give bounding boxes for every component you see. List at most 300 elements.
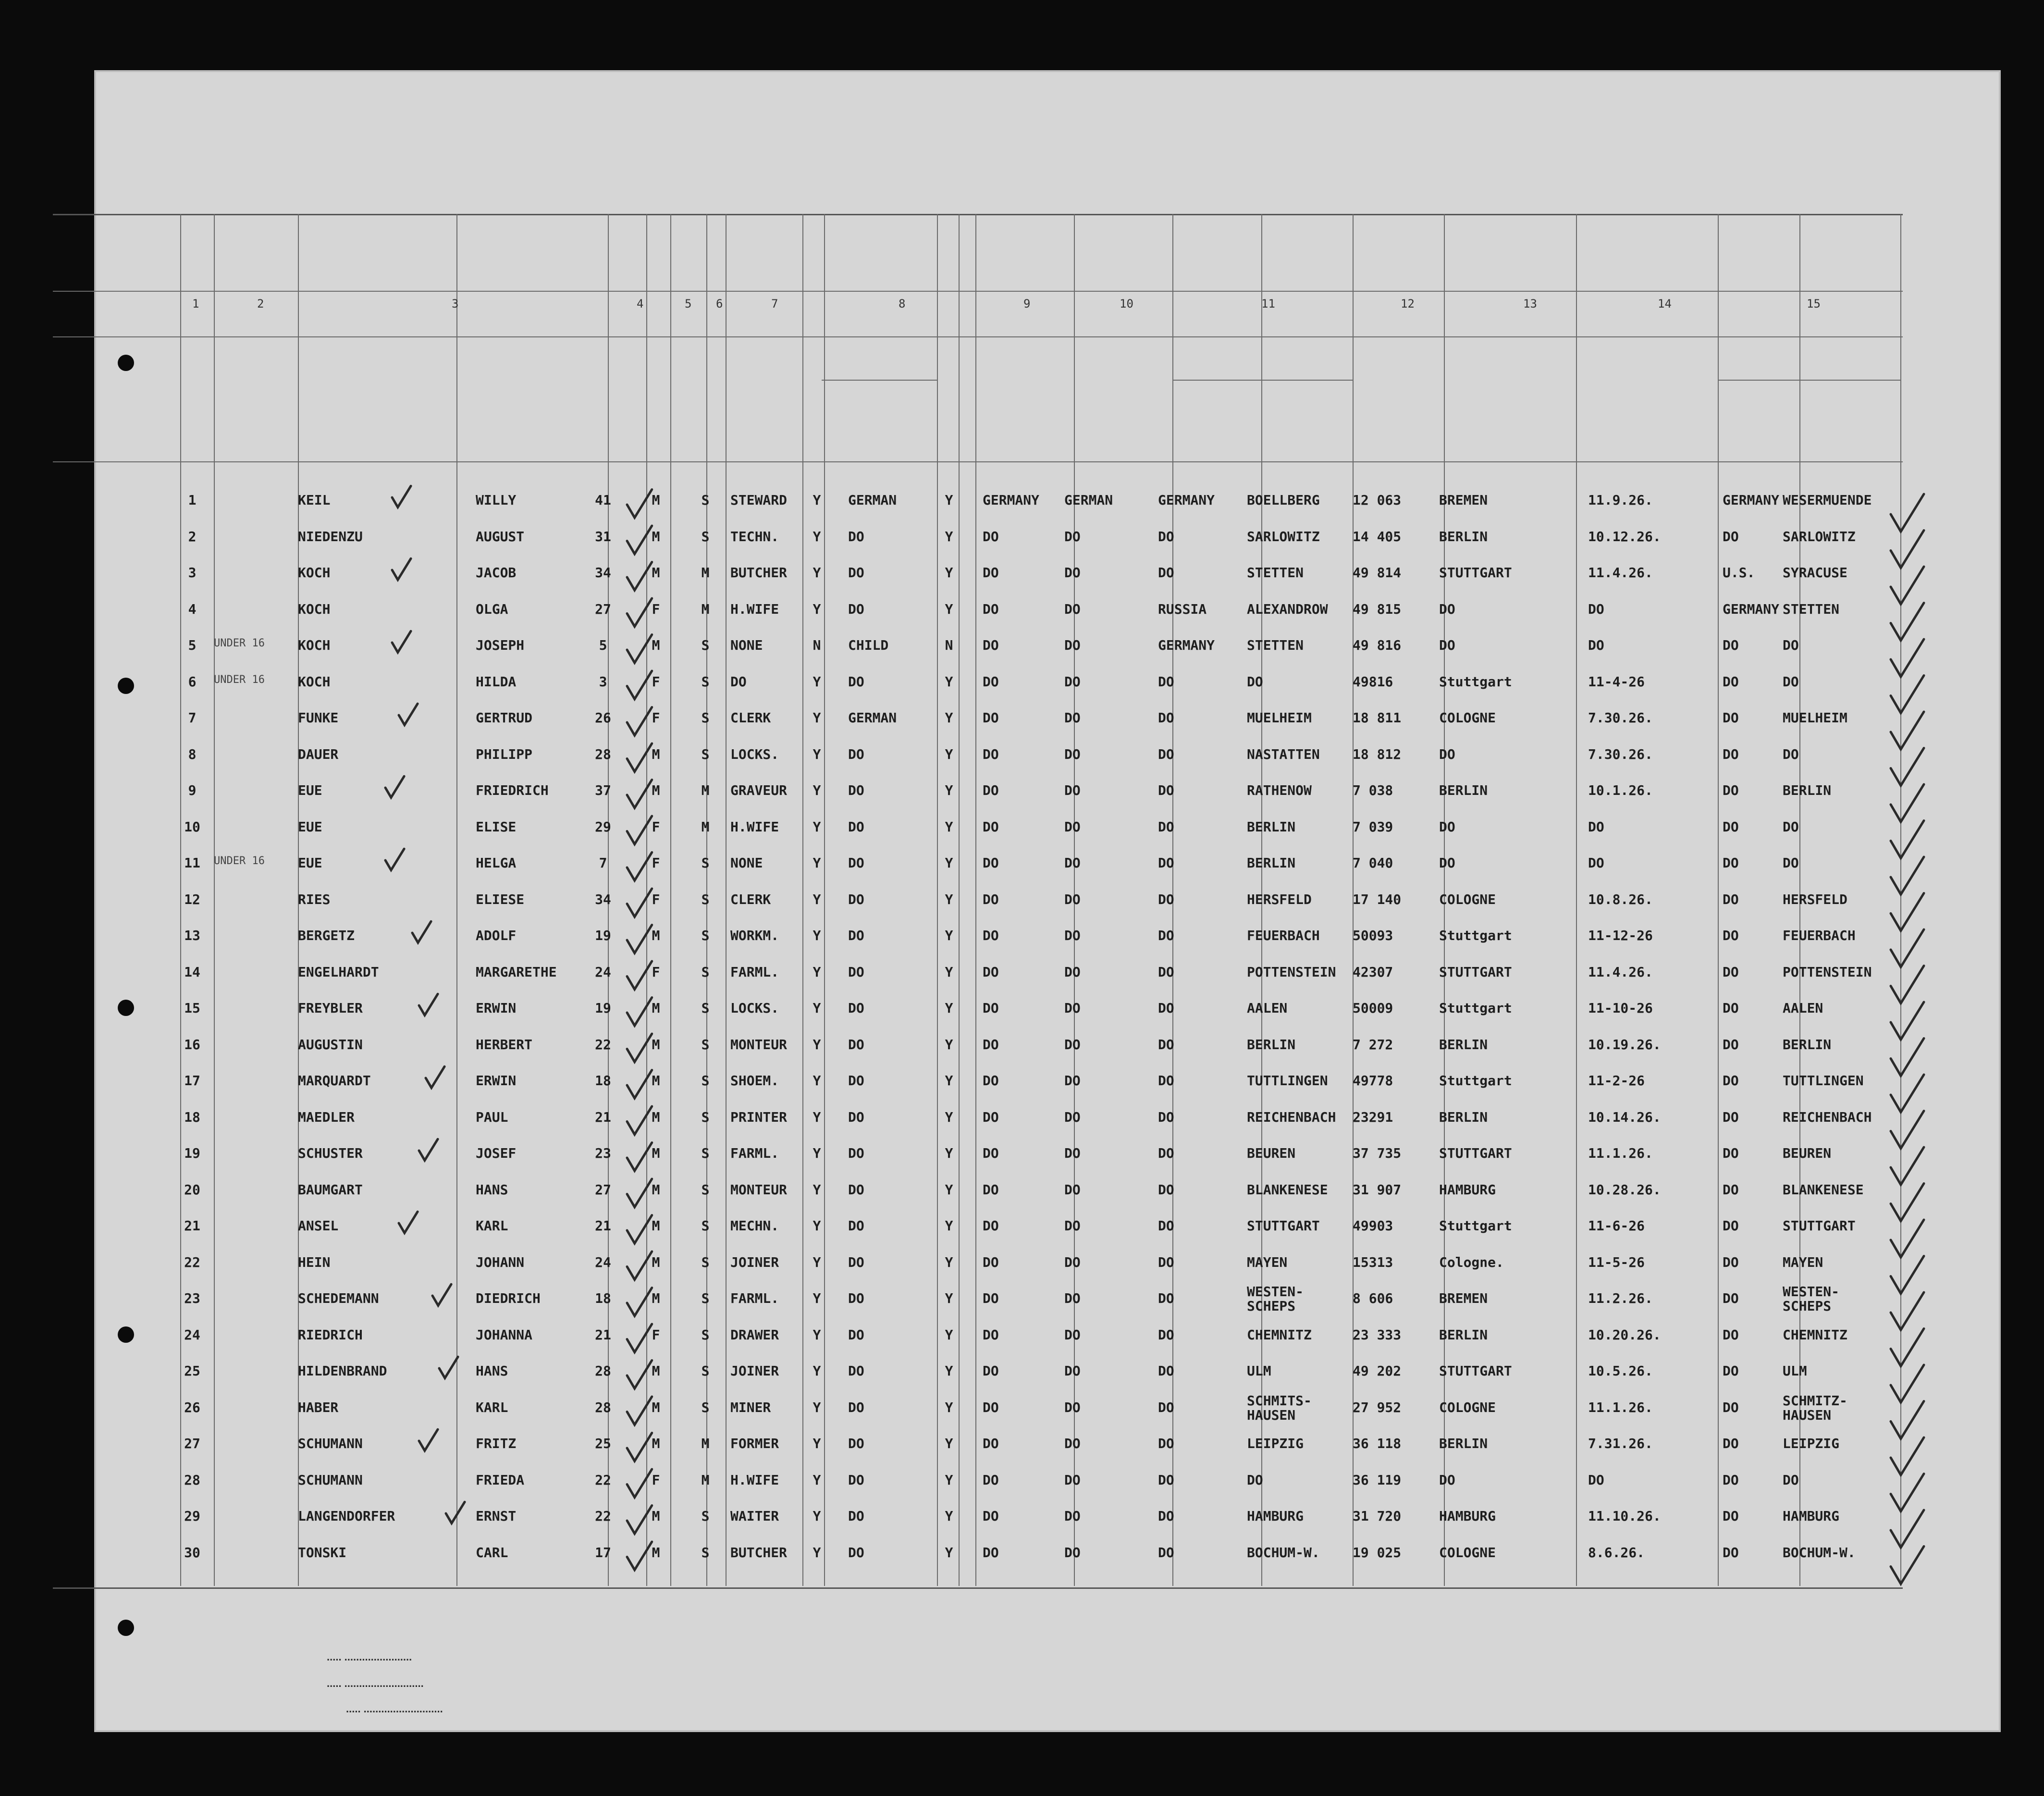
cell-sex: M [652, 1073, 660, 1089]
cell-bcity: WESTEN- SCHEPS [1247, 1284, 1304, 1314]
cell-bcity: ALEXANDROW [1247, 601, 1328, 617]
punch-hole [118, 355, 134, 371]
cell-write: Y [945, 710, 953, 726]
cell-no: 30 [184, 1544, 200, 1561]
cell-sex: M [652, 1254, 660, 1270]
cell-family: HEIN [298, 1254, 331, 1270]
cell-age: 19 [595, 928, 611, 943]
cell-write: Y [945, 1254, 953, 1270]
cell-rcountry: DO [1723, 1218, 1739, 1234]
cell-lang: DO [848, 782, 864, 798]
cell-rcountry: DO [1723, 637, 1739, 653]
cell-bcountry: DO [1158, 928, 1174, 943]
cell-date: 10.5.26. [1588, 1363, 1653, 1379]
cell-bcountry: DO [1158, 1508, 1174, 1524]
cell-bcity: STUTTGART [1247, 1218, 1320, 1234]
name-check-mark [385, 776, 404, 797]
cell-rcity: SCHMITZ- HAUSEN [1783, 1392, 1847, 1423]
cell-nat: DO [983, 1290, 999, 1306]
punch-hole [118, 678, 134, 694]
cell-lang: DO [848, 1472, 864, 1488]
cell-given: DIEDRICH [476, 1290, 541, 1306]
cell-nat: DO [983, 1036, 999, 1053]
residence-check-mark [1891, 1220, 1924, 1257]
cell-read: Y [813, 1145, 821, 1161]
cell-write: Y [945, 818, 953, 835]
cell-no: 8 [188, 746, 197, 762]
cell-issued: DO [1439, 1472, 1455, 1488]
cell-bcity: STETTEN [1247, 637, 1304, 653]
cell-date: 10.12.26. [1588, 528, 1661, 545]
cell-given: ERWIN [476, 1000, 517, 1016]
cell-sex: M [652, 746, 660, 762]
residence-check-mark [1891, 531, 1924, 568]
cell-no: 3 [188, 565, 197, 581]
cell-sex: F [652, 818, 660, 835]
cell-race: DO [1064, 1145, 1081, 1161]
cell-tax: UNDER 16 [214, 855, 265, 867]
cell-nat: DO [983, 673, 999, 690]
cell-date: 11-10-26 [1588, 1000, 1653, 1016]
cell-nat: DO [983, 1436, 999, 1451]
cell-issued: Stuttgart [1439, 1073, 1512, 1089]
cell-visa: 7 040 [1353, 855, 1393, 871]
cell-rcity: BOCHUM-W. [1783, 1544, 1856, 1561]
cell-race: DO [1064, 601, 1081, 617]
cell-sex: M [652, 928, 660, 943]
cell-ms: M [701, 1436, 710, 1451]
cell-rcountry: DO [1723, 673, 1739, 690]
age-check-mark [627, 1397, 652, 1425]
cell-family: FUNKE [298, 710, 339, 726]
cell-date: DO [1588, 855, 1604, 871]
cell-age: 29 [595, 818, 611, 835]
cell-lang: DO [848, 1544, 864, 1561]
age-check-mark [627, 853, 652, 881]
age-check-mark [627, 1324, 652, 1352]
cell-write: Y [945, 782, 953, 798]
cell-date: 11.4.26. [1588, 565, 1653, 581]
cell-rcity: WESERMUENDE [1783, 492, 1872, 508]
cell-nat: DO [983, 710, 999, 726]
residence-check-mark [1891, 1256, 1924, 1294]
cell-sex: M [652, 1181, 660, 1198]
cell-race: DO [1064, 964, 1081, 980]
age-check-mark [627, 925, 652, 954]
cell-issued: COLOGNE [1439, 1544, 1496, 1561]
cell-occ: GRAVEUR [730, 782, 788, 798]
cell-race: DO [1064, 782, 1081, 798]
cell-no: 11 [184, 855, 200, 871]
cell-rcity: DO [1783, 673, 1799, 690]
cell-age: 17 [595, 1544, 611, 1561]
cell-rcountry: DO [1723, 1073, 1739, 1089]
cell-occ: STEWARD [730, 492, 788, 508]
cell-family: BAUMGART [298, 1181, 363, 1198]
cell-write: Y [945, 1508, 953, 1524]
cell-race: DO [1064, 1036, 1081, 1053]
cell-bcountry: GERMANY [1158, 492, 1215, 508]
cell-ms: S [701, 1326, 710, 1343]
cell-read: Y [813, 964, 821, 980]
cell-ms: S [701, 1073, 710, 1089]
cell-issued: BERLIN [1439, 782, 1488, 798]
cell-read: Y [813, 1036, 821, 1053]
cell-lang: DO [848, 1109, 864, 1125]
cell-ms: M [701, 818, 710, 835]
cell-family: TONSKI [298, 1544, 347, 1561]
age-check-mark [627, 816, 652, 844]
cell-visa: 19 025 [1353, 1544, 1402, 1561]
cell-sex: M [652, 1218, 660, 1234]
cell-rcity: ULM [1783, 1363, 1807, 1379]
cell-ms: M [701, 782, 710, 798]
cell-age: 34 [595, 565, 611, 581]
cell-ms: S [701, 964, 710, 980]
cell-issued: DO [1439, 855, 1455, 871]
cell-issued: BERLIN [1439, 1436, 1488, 1451]
cell-no: 2 [188, 528, 197, 545]
cell-rcountry: DO [1723, 710, 1739, 726]
cell-sex: F [652, 710, 660, 726]
cell-read: Y [813, 1073, 821, 1089]
cell-family: FREYBLER [298, 1000, 363, 1016]
cell-ms: S [701, 928, 710, 943]
cell-date: 11-5-26 [1588, 1254, 1645, 1270]
cell-lang: DO [848, 1290, 864, 1306]
cell-lang: DO [848, 891, 864, 907]
cell-rcountry: DO [1723, 1544, 1739, 1561]
cell-visa: 49903 [1353, 1218, 1393, 1234]
cell-lang: CHILD [848, 637, 889, 653]
cell-issued: BREMEN [1439, 492, 1488, 508]
cell-issued: DO [1439, 637, 1455, 653]
cell-given: FRIEDA [476, 1472, 525, 1488]
cell-write: Y [945, 1290, 953, 1306]
cell-occ: JOINER [730, 1254, 779, 1270]
cell-rcity: DO [1783, 855, 1799, 871]
cell-read: Y [813, 710, 821, 726]
cell-no: 6 [188, 673, 197, 690]
cell-lang: GERMAN [848, 492, 897, 508]
cell-occ: MINER [730, 1399, 771, 1415]
cell-race: DO [1064, 1508, 1081, 1524]
column-number: 14 [1658, 297, 1672, 310]
cell-issued: COLOGNE [1439, 710, 1496, 726]
cell-visa: 49 816 [1353, 637, 1402, 653]
cell-rcity: TUTTLINGEN [1783, 1073, 1864, 1089]
residence-check-mark [1891, 821, 1924, 858]
cell-visa: 18 812 [1353, 746, 1402, 762]
punch-hole [118, 1000, 134, 1016]
cell-bcountry: GERMANY [1158, 637, 1215, 653]
residence-check-mark [1891, 1147, 1924, 1185]
cell-no: 1 [188, 492, 197, 508]
cell-rcity: FEUERBACH [1783, 928, 1856, 943]
residence-check-mark [1891, 639, 1924, 677]
cell-age: 3 [599, 673, 607, 690]
cell-ms: S [701, 1000, 710, 1016]
cell-visa: 12 063 [1353, 492, 1402, 508]
cell-occ: FORMER [730, 1436, 779, 1451]
residence-check-mark [1891, 567, 1924, 604]
cell-given: JOSEF [476, 1145, 517, 1161]
cell-race: DO [1064, 565, 1081, 581]
cell-issued: STUTTGART [1439, 964, 1512, 980]
cell-read: Y [813, 1363, 821, 1379]
cell-rcountry: U.S. [1723, 565, 1755, 581]
residence-check-mark [1891, 857, 1924, 894]
cell-read: Y [813, 855, 821, 871]
cell-bcity: DO [1247, 673, 1263, 690]
cell-sex: M [652, 1436, 660, 1451]
cell-given: OLGA [476, 601, 508, 617]
cell-visa: 7 272 [1353, 1036, 1393, 1053]
cell-bcountry: DO [1158, 891, 1174, 907]
cell-date: 10.28.26. [1588, 1181, 1661, 1198]
cell-sex: F [652, 1472, 660, 1488]
cell-no: 29 [184, 1508, 200, 1524]
cell-nat: DO [983, 1326, 999, 1343]
cell-age: 27 [595, 601, 611, 617]
cell-occ: TECHN. [730, 528, 779, 545]
cell-rcountry: DO [1723, 1109, 1739, 1125]
residence-check-mark [1891, 966, 1924, 1003]
cell-visa: 49 815 [1353, 601, 1402, 617]
cell-date: 7.30.26. [1588, 710, 1653, 726]
cell-family: EUE [298, 818, 322, 835]
cell-bcountry: DO [1158, 1399, 1174, 1415]
cell-date: 11-4-26 [1588, 673, 1645, 690]
cell-race: DO [1064, 1000, 1081, 1016]
column-number: 12 [1401, 297, 1415, 310]
cell-age: 7 [599, 855, 607, 871]
cell-bcountry: DO [1158, 673, 1174, 690]
cell-sex: M [652, 1145, 660, 1161]
cell-given: HILDA [476, 673, 517, 690]
cell-read: Y [813, 1508, 821, 1524]
cell-visa: 31 720 [1353, 1508, 1402, 1524]
cell-no: 16 [184, 1036, 200, 1053]
cell-visa: 36 119 [1353, 1472, 1402, 1488]
cell-occ: FARML. [730, 1145, 779, 1161]
cell-nat: DO [983, 746, 999, 762]
cell-lang: DO [848, 528, 864, 545]
cell-rcountry: DO [1723, 1000, 1739, 1016]
cell-nat: DO [983, 1399, 999, 1415]
cell-age: 22 [595, 1472, 611, 1488]
name-check-mark [412, 921, 431, 942]
column-number: 2 [257, 297, 264, 310]
age-check-mark [627, 1288, 652, 1316]
cell-no: 21 [184, 1218, 200, 1234]
cell-visa: 42307 [1353, 964, 1393, 980]
cell-race: DO [1064, 1290, 1081, 1306]
cell-lang: DO [848, 1181, 864, 1198]
cell-race: DO [1064, 1218, 1081, 1234]
cell-sex: M [652, 528, 660, 545]
cell-rcountry: DO [1723, 1436, 1739, 1451]
cell-tax: UNDER 16 [214, 673, 265, 686]
cell-write: Y [945, 1145, 953, 1161]
cell-date: 10.8.26. [1588, 891, 1653, 907]
cell-write: Y [945, 1436, 953, 1451]
cell-sex: M [652, 1363, 660, 1379]
cell-nat: DO [983, 1508, 999, 1524]
cell-sex: M [652, 1109, 660, 1125]
cell-bcountry: DO [1158, 565, 1174, 581]
cell-lang: DO [848, 746, 864, 762]
cell-race: DO [1064, 1326, 1081, 1343]
cell-rcity: REICHENBACH [1783, 1109, 1872, 1125]
cell-race: DO [1064, 1544, 1081, 1561]
cell-family: HILDENBRAND [298, 1363, 387, 1379]
cell-read: Y [813, 492, 821, 508]
cell-rcountry: DO [1723, 818, 1739, 835]
cell-family: EUE [298, 855, 322, 871]
cell-bcity: BLANKENESE [1247, 1181, 1328, 1198]
cell-bcity: MUELHEIM [1247, 710, 1312, 726]
cell-bcity: POTTENSTEIN [1247, 964, 1336, 980]
cell-family: KOCH [298, 637, 331, 653]
cell-read: Y [813, 1436, 821, 1451]
cell-issued: Stuttgart [1439, 1218, 1512, 1234]
cell-visa: 17 140 [1353, 891, 1402, 907]
cell-rcountry: DO [1723, 1326, 1739, 1343]
cell-bcountry: DO [1158, 1436, 1174, 1451]
cell-lang: DO [848, 601, 864, 617]
cell-write: Y [945, 1363, 953, 1379]
cell-visa: 36 118 [1353, 1436, 1402, 1451]
cell-no: 26 [184, 1399, 200, 1415]
cell-given: ADOLF [476, 928, 517, 943]
cell-write: Y [945, 1326, 953, 1343]
cell-race: DO [1064, 673, 1081, 690]
cell-visa: 49 814 [1353, 565, 1402, 581]
cell-age: 37 [595, 782, 611, 798]
cell-nat: DO [983, 964, 999, 980]
name-check-mark [392, 486, 411, 507]
cell-given: CARL [476, 1544, 508, 1561]
cell-no: 18 [184, 1109, 200, 1125]
cell-nat: DO [983, 1218, 999, 1234]
name-check-mark [385, 849, 404, 870]
cell-bcountry: DO [1158, 1073, 1174, 1089]
cell-ms: S [701, 891, 710, 907]
cell-given: PHILIPP [476, 746, 533, 762]
cell-read: Y [813, 565, 821, 581]
cell-nat: GERMANY [983, 492, 1040, 508]
residence-check-mark [1891, 1437, 1924, 1475]
cell-issued: Cologne. [1439, 1254, 1504, 1270]
cell-rcountry: DO [1723, 746, 1739, 762]
cell-issued: DO [1439, 601, 1455, 617]
cell-race: DO [1064, 1399, 1081, 1415]
cell-visa: 15313 [1353, 1254, 1393, 1270]
cell-age: 25 [595, 1436, 611, 1451]
cell-lang: DO [848, 855, 864, 871]
cell-date: DO [1588, 637, 1604, 653]
cell-bcountry: DO [1158, 855, 1174, 871]
cell-write: Y [945, 1544, 953, 1561]
cell-visa: 49 202 [1353, 1363, 1402, 1379]
cell-bcountry: DO [1158, 964, 1174, 980]
cell-read: Y [813, 528, 821, 545]
cell-lang: DO [848, 673, 864, 690]
cell-bcity: MAYEN [1247, 1254, 1288, 1270]
cell-write: Y [945, 1109, 953, 1125]
cell-read: Y [813, 673, 821, 690]
residence-check-mark [1891, 1111, 1924, 1149]
cell-occ: CLERK [730, 710, 771, 726]
cell-bcity: BERLIN [1247, 818, 1296, 835]
cell-family: AUGUSTIN [298, 1036, 363, 1053]
cell-bcountry: DO [1158, 746, 1174, 762]
cell-lang: DO [848, 1436, 864, 1451]
cell-date: DO [1588, 1472, 1604, 1488]
cell-date: 11.10.26. [1588, 1508, 1661, 1524]
cell-rcity: BLANKENESE [1783, 1181, 1864, 1198]
cell-rcity: AALEN [1783, 1000, 1823, 1016]
cell-write: Y [945, 565, 953, 581]
cell-visa: 50009 [1353, 1000, 1393, 1016]
cell-rcountry: DO [1723, 1290, 1739, 1306]
residence-check-mark [1891, 784, 1924, 822]
cell-rcity: WESTEN- SCHEPS [1783, 1284, 1840, 1314]
cell-visa: 18 811 [1353, 710, 1402, 726]
cell-issued: STUTTGART [1439, 1363, 1512, 1379]
cell-date: 7.31.26. [1588, 1436, 1653, 1451]
cell-issued: BREMEN [1439, 1290, 1488, 1306]
cell-family: RIEDRICH [298, 1326, 363, 1343]
cell-write: Y [945, 891, 953, 907]
cell-family: LANGENDORFER [298, 1508, 395, 1524]
cell-ms: S [701, 1181, 710, 1198]
cell-write: Y [945, 673, 953, 690]
cell-no: 17 [184, 1073, 200, 1089]
cell-no: 24 [184, 1326, 200, 1343]
cell-age: 24 [595, 1254, 611, 1270]
cell-nat: DO [983, 1472, 999, 1488]
age-check-mark [627, 671, 652, 699]
cell-bcity: BERLIN [1247, 855, 1296, 871]
age-check-mark [627, 1469, 652, 1498]
cell-race: DO [1064, 855, 1081, 871]
cell-given: FRITZ [476, 1436, 517, 1451]
cell-rcountry: DO [1723, 1472, 1739, 1488]
cell-nat: DO [983, 818, 999, 835]
cell-issued: HAMBURG [1439, 1181, 1496, 1198]
cell-nat: DO [983, 928, 999, 943]
cell-visa: 14 405 [1353, 528, 1402, 545]
cell-family: SCHUSTER [298, 1145, 363, 1161]
cell-ms: M [701, 565, 710, 581]
cell-bcountry: DO [1158, 818, 1174, 835]
cell-date: 8.6.26. [1588, 1544, 1645, 1561]
cell-bcountry: DO [1158, 1363, 1174, 1379]
cell-ms: S [701, 1363, 710, 1379]
age-check-mark [627, 1433, 652, 1462]
column-number: 13 [1523, 297, 1537, 310]
cell-age: 28 [595, 746, 611, 762]
cell-rcity: CHEMNITZ [1783, 1326, 1847, 1343]
residence-check-mark [1891, 1474, 1924, 1511]
cell-given: AUGUST [476, 528, 525, 545]
cell-lang: DO [848, 565, 864, 581]
cell-given: KARL [476, 1218, 508, 1234]
cell-family: SCHUMANN [298, 1436, 363, 1451]
cell-occ: DRAWER [730, 1326, 779, 1343]
